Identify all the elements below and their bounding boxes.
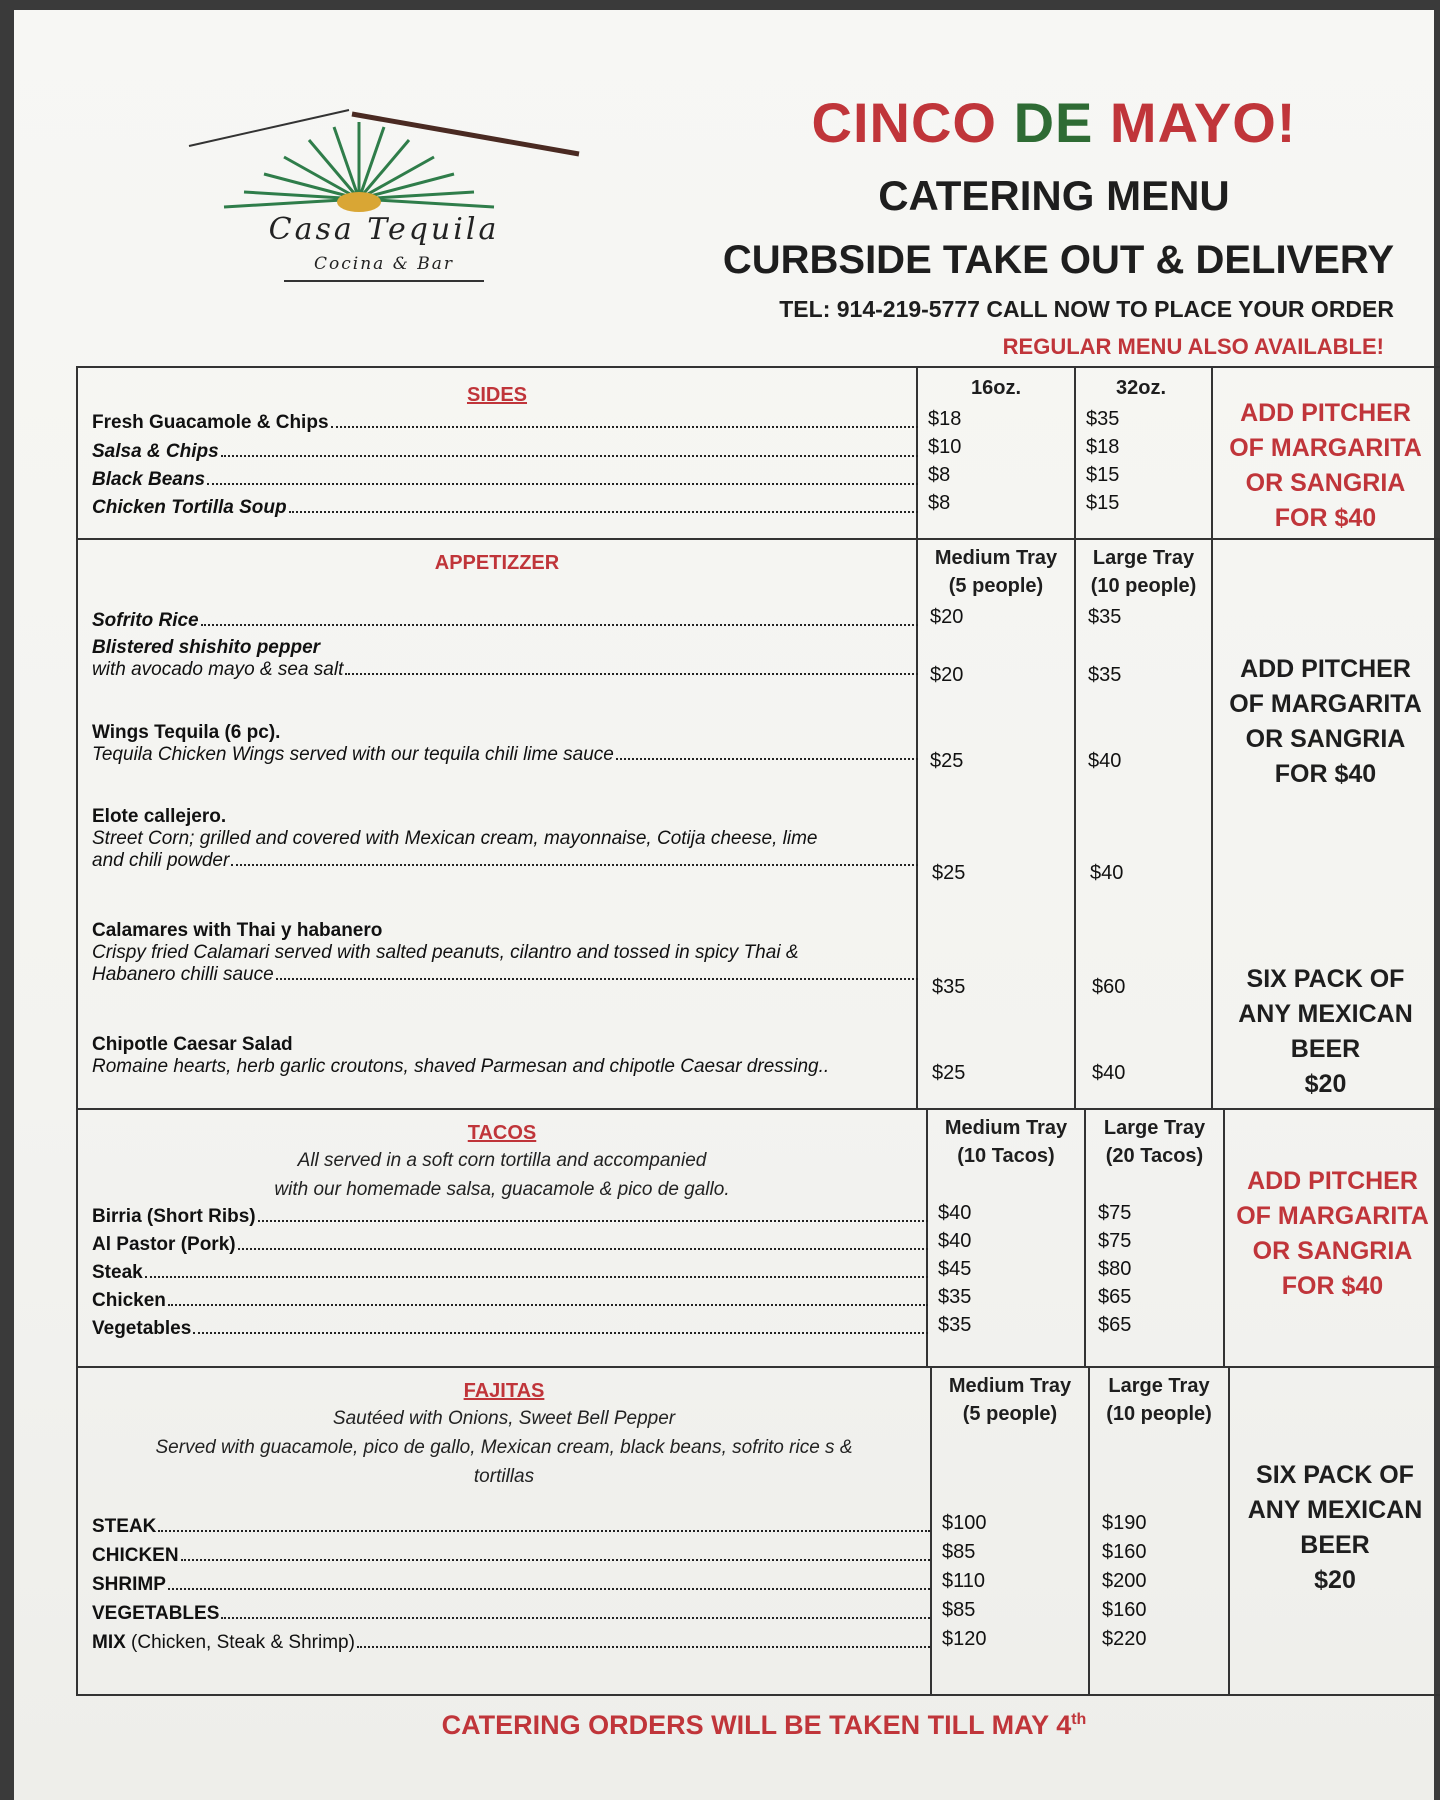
price: $18	[928, 408, 962, 430]
price: $8	[928, 464, 951, 486]
price: $25	[930, 750, 964, 772]
price: $190	[1102, 1512, 1147, 1534]
page-title	[714, 90, 1394, 155]
menu-item: Black Beans	[92, 469, 922, 491]
sides-col-32oz: 32oz.	[1115, 377, 1167, 399]
appetizer-section	[78, 538, 1440, 1108]
price: $25	[932, 862, 966, 884]
menu-item: CHICKEN	[92, 1545, 934, 1567]
menu-item: Al Pastor (Pork)	[92, 1234, 932, 1256]
catering-menu-heading: CATERING MENU	[878, 172, 1230, 219]
price: $80	[1098, 1258, 1132, 1280]
price: $8	[928, 492, 951, 514]
menu-item: Calamares with Thai y habanero Crispy fried Calamari served with salted peanuts, cilantro and tossed in spicy Thai & Habanero chilli sauce	[92, 920, 922, 986]
price: $65	[1098, 1286, 1132, 1308]
menu-item: STEAK	[92, 1516, 934, 1538]
logo-tagline: Cocina & Bar	[314, 254, 454, 274]
price: $75	[1098, 1230, 1132, 1252]
menu-page	[14, 10, 1434, 1800]
service-heading: CURBSIDE TAKE OUT & DELIVERY	[722, 238, 1394, 282]
menu-item: MIX (Chicken, Steak & Shrimp)	[92, 1632, 934, 1654]
price: $40	[938, 1230, 972, 1252]
appetizer-col-medium: Medium Tray (5 people)	[934, 547, 1058, 597]
tacos-description: All served in a soft corn tortilla and accompanied with our homemade salsa, guacamole & pico de gallo.	[274, 1150, 730, 1200]
appetizer-title: APPETIZZER	[434, 552, 560, 574]
menu-item: Steak	[92, 1262, 932, 1284]
menu-item: Salsa & Chips	[92, 441, 922, 463]
price: $60	[1092, 976, 1126, 998]
price: $35	[938, 1314, 972, 1336]
menu-item: Elote callejero. Street Corn; grilled and covered with Mexican cream, mayonnaise, Cotija cheese, lime and chili powder	[92, 806, 922, 872]
pitcher-promo: ADD PITCHER OF MARGARITA OR SANGRIA FOR $40	[1236, 1167, 1429, 1300]
appetizer-col-large: Large Tray (10 people)	[1090, 547, 1197, 597]
price: $35	[938, 1286, 972, 1308]
sides-title: SIDES	[466, 384, 528, 406]
menu-item: Blistered shishito pepper with avocado mayo & sea salt	[92, 637, 922, 681]
price: $35	[1088, 664, 1122, 686]
price: $15	[1086, 464, 1120, 486]
price: $160	[1102, 1599, 1147, 1621]
pitcher-promo: ADD PITCHER OF MARGARITA OR SANGRIA FOR $40	[1229, 655, 1422, 788]
price: $18	[1086, 436, 1120, 458]
fajitas-col-large: Large Tray (10 people)	[1106, 1375, 1212, 1425]
logo-underline	[284, 280, 484, 282]
fajitas-col-medium: Medium Tray (5 people)	[948, 1375, 1072, 1425]
price: $45	[938, 1258, 972, 1280]
sides-col-16oz: 16oz.	[970, 377, 1022, 399]
tacos-col-large: Large Tray (20 Tacos)	[1103, 1117, 1206, 1167]
price: $100	[942, 1512, 987, 1534]
pitcher-promo: ADD PITCHER OF MARGARITA OR SANGRIA FOR $40	[1229, 399, 1422, 532]
logo-name: Casa Tequila	[268, 212, 500, 247]
price: $75	[1098, 1202, 1132, 1224]
price: $40	[1090, 862, 1124, 884]
price: $20	[930, 664, 964, 686]
menu-table	[76, 366, 1440, 1696]
price: $40	[1088, 750, 1122, 772]
tacos-title: TACOS	[467, 1122, 537, 1144]
price: $25	[932, 1062, 966, 1084]
menu-item: VEGETABLES	[92, 1603, 934, 1625]
title-word-1: CINCO	[811, 91, 997, 154]
menu-item: Wings Tequila (6 pc). Tequila Chicken Wings served with our tequila chili lime sauce	[92, 722, 922, 766]
price: $200	[1102, 1570, 1147, 1592]
tacos-section	[78, 1108, 1440, 1366]
price: $160	[1102, 1541, 1147, 1563]
phone-line: TEL: 914-219-5777 CALL NOW TO PLACE YOUR ORDER	[779, 296, 1394, 322]
price: $35	[932, 976, 966, 998]
price: $10	[928, 436, 962, 458]
menu-item: Vegetables	[92, 1318, 932, 1340]
beer-promo: SIX PACK OF ANY MEXICAN BEER $20	[1238, 965, 1413, 1098]
price: $110	[942, 1570, 986, 1592]
price: $35	[1086, 408, 1120, 430]
menu-item: Birria (Short Ribs)	[92, 1206, 932, 1228]
price: $40	[938, 1202, 972, 1224]
price: $120	[942, 1628, 987, 1650]
price: $220	[1102, 1628, 1147, 1650]
price: $35	[1088, 606, 1122, 628]
price: $15	[1086, 492, 1120, 514]
menu-item: Fresh Guacamole & Chips	[92, 412, 922, 434]
title-word-2: DE	[1013, 91, 1094, 154]
regular-menu-note: REGULAR MENU ALSO AVAILABLE!	[1002, 334, 1384, 359]
title-word-3: MAYO!	[1109, 91, 1297, 154]
price: $85	[942, 1599, 976, 1621]
fajitas-title: FAJITAS	[463, 1380, 545, 1402]
tacos-col-medium: Medium Tray (10 Tacos)	[944, 1117, 1068, 1167]
price: $40	[1092, 1062, 1126, 1084]
fajitas-section	[78, 1366, 1440, 1696]
price: $20	[930, 606, 964, 628]
beer-promo: SIX PACK OF ANY MEXICAN BEER $20	[1247, 1461, 1423, 1594]
price: $85	[942, 1541, 976, 1563]
menu-item: SHRIMP	[92, 1574, 934, 1596]
price: $65	[1098, 1314, 1132, 1336]
sides-section	[78, 366, 1440, 538]
casa-tequila-logo	[184, 102, 584, 292]
menu-item: Chicken	[92, 1290, 932, 1312]
catering-deadline: CATERING ORDERS WILL BE TAKEN TILL MAY 4th	[441, 1710, 1087, 1740]
menu-item: Chicken Tortilla Soup	[92, 497, 922, 519]
fajitas-description: Sautéed with Onions, Sweet Bell Pepper Served with guacamole, pico de gallo, Mexican cream, black beans, sofrito rice s & tortillas	[155, 1408, 853, 1487]
menu-item: Chipotle Caesar Salad Romaine hearts, herb garlic croutons, shaved Parmesan and chipotle Caesar dressing..	[92, 1034, 830, 1077]
menu-item: Sofrito Rice	[92, 610, 922, 632]
